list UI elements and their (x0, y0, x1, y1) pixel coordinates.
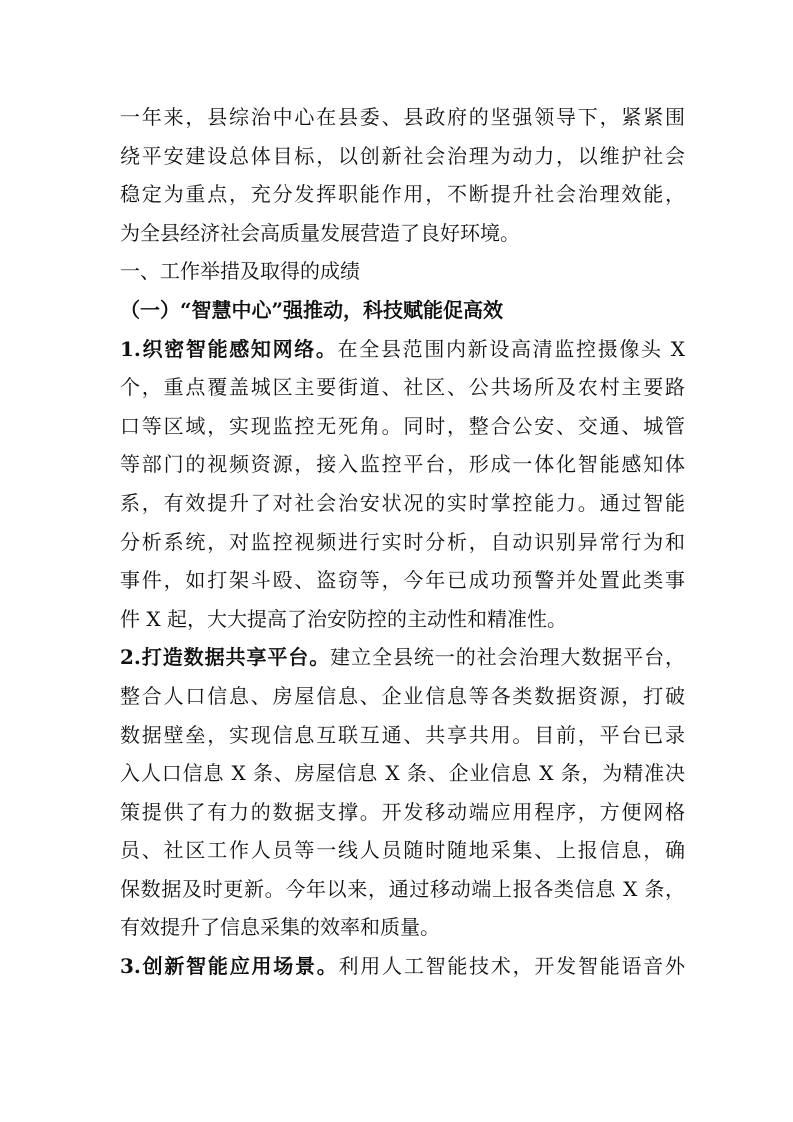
item-1-first-rest: 在全县范围内新设高清监控摄像头 X (337, 336, 685, 361)
section-heading: 一、工作举措及取得的成绩 (120, 259, 360, 284)
item-3-lead: 3.创新智能应用场景。 (120, 954, 339, 979)
item-1-line: 事件，如打架斗殴、盗窃等，今年已成功预警并处置此类事 (120, 568, 685, 593)
item-2-line: 有效提升了信息采集的效率和质量。 (120, 915, 440, 940)
intro-paragraph (120, 98, 685, 252)
item-1-line: 个，重点覆盖城区主要街道、社区、公共场所及农村主要路 (120, 375, 685, 400)
item-1-line: 等部门的视频资源，接入监控平台，形成一体化智能感知体 (120, 452, 685, 477)
item-1-line: 件 X 起，大大提高了治安防控的主动性和精准性。 (120, 606, 567, 631)
item-1-lead: 1.织密智能感知网络。 (120, 336, 338, 361)
item-2-line: 整合人口信息、房屋信息、企业信息等各类数据资源，打破 (120, 683, 685, 708)
item-2-line: 保数据及时更新。今年以来，通过移动端上报各类信息 X 条， (120, 876, 685, 901)
intro-line: 绕平安建设总体目标，以创新社会治理为动力，以维护社会 (120, 143, 685, 168)
document-body (120, 98, 685, 986)
item-2-line: 数据壁垒，实现信息互联互通、共享共用。目前，平台已录 (120, 722, 685, 747)
item-2-lead: 2.打造数据共享平台。 (120, 645, 331, 670)
subsection-heading: （一）“智慧中心”强推动，科技赋能促高效 (120, 297, 504, 322)
item-1-first-line (120, 330, 685, 369)
item-2-first-line (120, 638, 685, 677)
item-3-first-rest: 利用人工智能技术，开发智能语音外 (338, 954, 685, 979)
item-1-line: 分析系统，对监控视频进行实时分析，自动识别异常行为和 (120, 529, 685, 554)
intro-line: 一年来，县综治中心在县委、县政府的坚强领导下，紧紧围 (120, 105, 685, 129)
item-1-line: 口等区域，实现监控无死角。同时，整合公安、交通、城管 (120, 413, 685, 438)
item-2-line: 员、社区工作人员等一线人员随时随地采集、上报信息，确 (120, 838, 685, 863)
item-2-first-rest: 建立全县统一的社会治理大数据平台， (330, 645, 685, 670)
item-2-line: 入人口信息 X 条、房屋信息 X 条、企业信息 X 条，为精准决 (120, 761, 685, 786)
item-2-line: 策提供了有力的数据支撑。开发移动端应用程序，方便网格 (120, 799, 685, 824)
intro-line: 为全县经济社会高质量发展营造了良好环境。 (120, 220, 520, 245)
item-1-line: 系，有效提升了对社会治安状况的实时掌控能力。通过智能 (120, 490, 685, 515)
item-2-paragraph (120, 638, 685, 947)
item-1-paragraph (120, 330, 685, 639)
intro-line: 稳定为重点，充分发挥职能作用，不断提升社会治理效能， (120, 182, 685, 207)
item-3-paragraph (120, 947, 685, 986)
item-3-first-line (120, 947, 685, 986)
